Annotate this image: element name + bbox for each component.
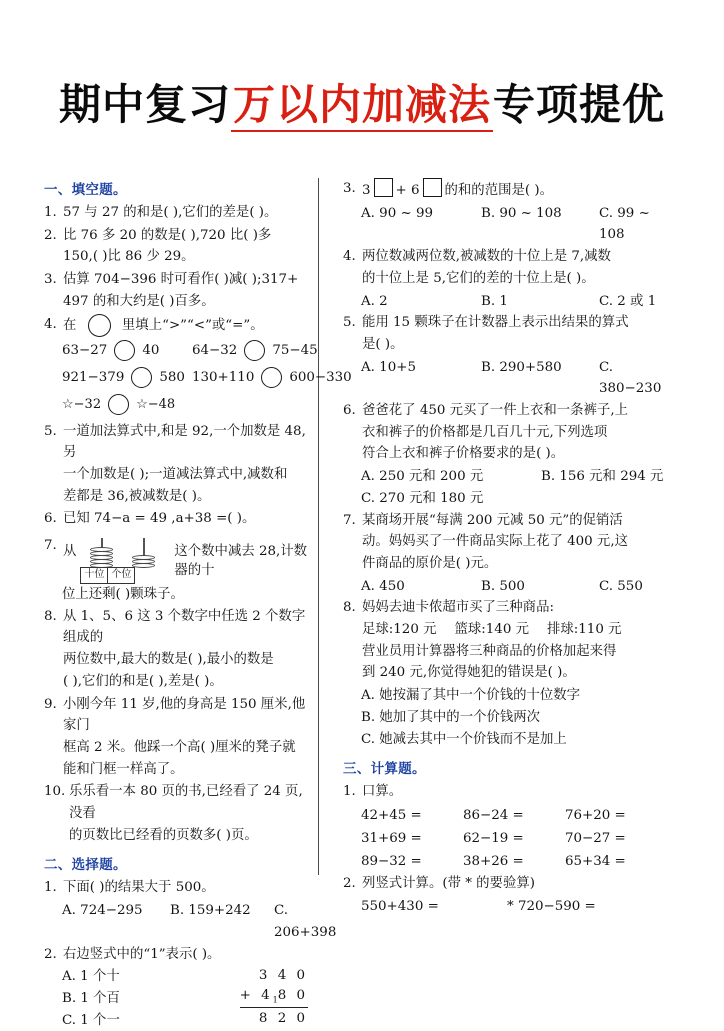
option-c[interactable]: C. 206+398 — [274, 903, 337, 940]
question-line: 妈妈去迪卡侬超市买了三种商品: — [362, 600, 554, 616]
comparison-pair — [62, 367, 192, 388]
question-line: 估算 704−396 时可看作( )减( );317+ — [63, 272, 299, 288]
question-number: 4. — [343, 249, 356, 265]
abacus-bead — [132, 563, 155, 568]
stem-part-b: + 6 — [395, 183, 420, 198]
comparison-row — [44, 367, 352, 388]
question-choice-2-block — [44, 944, 314, 1031]
question-number: 2. — [44, 227, 57, 243]
option-b[interactable]: B. 1 个百 — [62, 990, 120, 1006]
comparison-circle-blank[interactable] — [244, 340, 265, 361]
question-fill-9 — [44, 694, 314, 781]
vertical-addend-1: 3 4 0 — [258, 967, 308, 983]
question-text: 列竖式计算。(带 * 的要验算) — [362, 876, 535, 892]
question-number: 10. — [44, 784, 66, 800]
left-column — [0, 178, 352, 1028]
question-fill-6 — [44, 508, 314, 530]
question-text: 57 与 27 的和是( ),它们的差是( )。 — [63, 205, 278, 220]
comparison-right: 75−45 — [272, 342, 318, 358]
question-line: 件商品的原价是( )元。 — [362, 555, 498, 571]
option-b[interactable]: B. 1 — [481, 293, 508, 309]
question-stem — [63, 314, 314, 337]
option-c[interactable]: C. 270 元和 180 元 — [361, 490, 484, 506]
comparison-circle-blank[interactable] — [88, 314, 111, 337]
option-c[interactable]: C. 她减去其中一个价钱而不是加上 — [361, 731, 567, 747]
options-choice-6-row2 — [343, 488, 667, 510]
question-line: 框高 2 米。他踩一个高( )厘米的凳子就 — [63, 739, 296, 755]
options-choice-7 — [343, 576, 667, 598]
question-line: 符合上衣和裤子价格要求的是( )。 — [362, 446, 565, 462]
right-column — [337, 178, 689, 968]
option-a[interactable]: A. 724−295 — [62, 903, 143, 919]
question-line: 一道加法算式中,和是 92,一个加数是 48,另 — [63, 423, 306, 461]
question-text — [362, 246, 667, 289]
abacus-label-tens: 十位 — [81, 568, 108, 583]
question-text — [63, 225, 314, 268]
comparison-right: 600−330 — [289, 369, 352, 385]
question-text — [63, 606, 314, 693]
question-text: 下面( )的结果大于 500。 — [63, 880, 215, 896]
option-a[interactable]: A. 90 ~ 99 — [361, 205, 433, 221]
title-highlight: 万以内加减法 — [231, 80, 493, 132]
option-c[interactable]: C. 550 — [599, 578, 643, 594]
question-fill-5 — [44, 421, 314, 508]
price-basketball: 篮球:140 元 — [454, 622, 529, 638]
mental-math-grid — [343, 804, 667, 873]
question-choice-1 — [44, 877, 314, 899]
question-choice-8 — [343, 597, 667, 684]
question-tail: 这个数中减去 28,计数器的十 — [174, 544, 308, 579]
question-text — [362, 178, 667, 202]
question-text — [63, 314, 314, 337]
question-fill-4 — [44, 314, 314, 337]
comparison-rows — [44, 340, 352, 415]
calc-item[interactable]: 31+69 = — [361, 831, 422, 847]
calc-item[interactable]: 62−19 = — [462, 831, 524, 847]
vertical-addition-diagram — [240, 966, 308, 1030]
comparison-right: 40 — [142, 342, 160, 358]
option-b[interactable]: B. 她加了其中的一个价钱两次 — [361, 709, 541, 725]
question-text: 已知 74−a = 49 ,a+38 =( )。 — [63, 511, 256, 527]
option-a[interactable]: A. 10+5 — [361, 359, 416, 375]
carry-digit: 1 — [272, 995, 278, 1005]
question-line: 两位数中,最大的数是( ),最小的数是 — [63, 652, 274, 668]
option-a[interactable]: A. 2 — [361, 293, 388, 309]
options-choice-1 — [44, 900, 337, 943]
calc-item[interactable]: 70−27 = — [564, 831, 626, 847]
question-fill-7-line2: 位上还剩( )颗珠子。 — [62, 587, 184, 603]
question-line: 是( )。 — [362, 336, 404, 352]
option-a[interactable]: A. 她按漏了其中一个价钱的十位数字 — [361, 688, 581, 704]
question-number: 6. — [343, 403, 356, 419]
question-choice-5 — [343, 312, 667, 355]
question-line: 两位数减两位数,被减数的十位上是 7,减数 — [362, 249, 611, 265]
vertical-addition — [240, 966, 308, 1030]
abacus-counter-icon — [80, 538, 168, 584]
option-b[interactable]: B. 500 — [481, 578, 525, 594]
comparison-row — [44, 394, 314, 415]
option-b[interactable]: B. 90 ~ 108 — [481, 205, 562, 221]
question-fill-7 — [44, 538, 314, 584]
question-line: 比 76 多 20 的数是( ),720 比( )多 — [63, 227, 272, 243]
comparison-left: 921−379 — [62, 369, 125, 385]
calc-item[interactable]: 76+20 = — [564, 807, 626, 823]
question-line: 动。妈妈买了一件商品实际上花了 400 元,这 — [362, 534, 628, 550]
question-choice-4 — [343, 246, 667, 289]
stem-prefix: 在 — [63, 317, 77, 333]
section-header-fill-in — [44, 178, 314, 198]
options-choice-3 — [343, 203, 667, 246]
comparison-pair — [62, 340, 192, 361]
stem-part-c: 的和的范围是( )。 — [444, 183, 553, 198]
question-line: 的页数比已经看的页数多( )页。 — [69, 827, 258, 843]
question-choice-6 — [343, 400, 667, 465]
comparison-left: 64−32 — [192, 342, 238, 358]
question-text — [69, 781, 314, 846]
square-blank[interactable] — [374, 178, 393, 197]
question-line: 从 1、5、6 这 3 个数字中任选 2 个数字组成的 — [63, 608, 306, 646]
question-calc-1 — [343, 781, 667, 803]
question-choice-7 — [343, 510, 667, 575]
option-b[interactable]: B. 159+242 — [170, 903, 251, 919]
calc-item[interactable]: 550+430 = — [361, 898, 439, 914]
title-suffix: 专项提优 — [493, 80, 666, 129]
section-label-choice: 二、选择题 — [44, 857, 113, 874]
option-b[interactable]: B. 156 元和 294 元 — [541, 469, 664, 485]
question-number: 7. — [44, 538, 57, 554]
question-line: 爸爸花了 450 元买了一件上衣和一条裤子,上 — [362, 403, 628, 419]
option-c[interactable]: C. 1 个一 — [62, 1012, 120, 1028]
question-fill-8 — [44, 606, 314, 693]
question-number: 8. — [44, 608, 57, 624]
stem-part-a: 3 — [362, 183, 371, 198]
question-number: 1. — [44, 205, 57, 220]
question-number: 5. — [343, 315, 356, 331]
question-text — [362, 510, 667, 575]
price-list — [362, 619, 667, 641]
question-text — [63, 269, 314, 312]
question-text — [63, 694, 314, 781]
question-number: 1. — [44, 880, 57, 896]
question-number: 3. — [44, 272, 57, 288]
option-a[interactable]: A. 450 — [361, 578, 405, 594]
comparison-circle-blank[interactable] — [131, 367, 152, 388]
options-choice-5 — [343, 357, 667, 400]
question-number: 9. — [44, 696, 57, 712]
options-choice-6-row1 — [343, 466, 667, 488]
question-text — [63, 421, 314, 508]
section-label-fill-in: 一、填空题 — [44, 182, 113, 198]
calc-item[interactable]: 65+34 = — [564, 854, 626, 870]
question-fill-10 — [44, 781, 314, 846]
question-number: 7. — [343, 512, 356, 528]
question-text: 口算。 — [362, 784, 403, 800]
question-text: 右边竖式中的“1”表示( )。 — [63, 946, 221, 962]
column-divider — [318, 178, 319, 875]
stem-suffix: 里填上“>”“<”或“=”。 — [121, 317, 264, 333]
question-number: 2. — [44, 946, 57, 962]
question-stem: 从 — [63, 544, 77, 560]
option-c[interactable]: C. 380−230 — [599, 359, 662, 397]
comparison-pair — [62, 394, 192, 415]
question-choice-3 — [343, 178, 667, 202]
question-number: 5. — [44, 423, 57, 439]
calc-item[interactable]: 38+26 = — [462, 854, 524, 870]
comparison-circle-blank[interactable] — [261, 367, 282, 388]
options-choice-8 — [343, 685, 667, 750]
comparison-circle-blank[interactable] — [114, 340, 135, 361]
section-period: 。 — [113, 182, 127, 198]
calc-item[interactable]: 86−24 = — [462, 807, 524, 823]
abacus-beads-tens — [90, 548, 113, 568]
comparison-circle-blank[interactable] — [108, 394, 129, 415]
question-fill-3 — [44, 269, 314, 312]
calc-item[interactable]: * 720−590 = — [507, 898, 596, 914]
comparison-left: ☆−32 — [62, 396, 102, 412]
comparison-row — [44, 340, 318, 361]
question-text — [362, 312, 667, 355]
page-title — [0, 0, 724, 129]
calc-item[interactable]: 89−32 = — [361, 854, 422, 870]
vertical-calc-items — [343, 896, 667, 919]
question-fill-2 — [44, 225, 314, 268]
question-number: 3. — [343, 181, 356, 196]
price-volleyball: 排球:110 元 — [547, 622, 622, 638]
comparison-pair — [192, 367, 352, 388]
comparison-pair — [192, 340, 318, 361]
option-b[interactable]: B. 290+580 — [481, 359, 562, 375]
section-header-calc — [343, 757, 667, 777]
title-prefix: 期中复习 — [58, 80, 231, 129]
option-c[interactable]: C. 99 ~ 108 — [599, 205, 650, 243]
question-text — [362, 400, 667, 465]
question-line: 乐乐看一本 80 页的书,已经看了 24 页,没看 — [69, 784, 303, 822]
calc-item[interactable]: 42+45 = — [361, 807, 422, 823]
question-line: 某商场开展“每满 200 元减 50 元”的促销活 — [362, 512, 623, 528]
question-number: 6. — [44, 511, 57, 527]
option-c[interactable]: C. 2 或 1 — [599, 293, 657, 309]
question-choice-2 — [44, 944, 314, 966]
vertical-sum: 8 2 0 — [240, 1007, 308, 1029]
question-line: ( ),它们的和是( ),差是( )。 — [63, 673, 223, 689]
comparison-left: 63−27 — [62, 342, 108, 358]
section-header-choice — [44, 853, 314, 873]
section-period: 。 — [412, 761, 426, 778]
question-line: 能和门框一样高了。 — [63, 761, 184, 777]
question-line: 的十位上是 5,它们的差的十位上是( )。 — [362, 270, 595, 286]
question-text — [362, 597, 667, 684]
addend-prefix: + 4 — [239, 987, 273, 1003]
question-number: 2. — [343, 876, 356, 892]
abacus-label-ones: 个位 — [111, 569, 132, 581]
question-line: 一个加数是( );一道减法算式中,减数和 — [63, 466, 288, 482]
question-line: 150,( )比 86 少 29。 — [63, 249, 195, 265]
square-blank[interactable] — [423, 178, 442, 197]
addend-suffix: 8 0 — [277, 987, 308, 1003]
options-choice-4 — [343, 291, 667, 313]
vertical-addend-2 — [240, 986, 308, 1007]
question-line: 差都是 36,被减数是( )。 — [63, 488, 211, 504]
comparison-right: 580 — [159, 369, 185, 385]
question-line: 衣和裤子的价格都是几百几十元,下列选项 — [362, 424, 608, 440]
section-label-calc: 三、计算题 — [343, 761, 412, 778]
section-period: 。 — [113, 857, 127, 874]
question-line: 营业员用计算器将三种商品的价格加起来得 — [362, 643, 617, 659]
comparison-left: 130+110 — [192, 369, 255, 385]
comparison-right: ☆−48 — [136, 396, 176, 412]
question-fill-1 — [44, 202, 314, 224]
worksheet-columns — [0, 178, 724, 1028]
option-a[interactable]: A. 250 元和 200 元 — [361, 469, 484, 485]
question-line: 到 240 元,你觉得她犯的错误是( )。 — [362, 665, 576, 681]
abacus-beads-ones — [132, 556, 155, 568]
question-number: 8. — [343, 600, 356, 616]
question-line: 小刚今年 11 岁,他的身高是 150 厘米,他家门 — [63, 696, 306, 734]
abacus-place-labels — [80, 567, 135, 584]
question-number: 4. — [44, 316, 57, 332]
question-calc-2 — [343, 873, 667, 895]
question-number: 1. — [343, 784, 356, 800]
option-a[interactable]: A. 1 个十 — [62, 969, 120, 985]
question-line: 497 的和大约是( )百多。 — [63, 293, 215, 309]
price-football: 足球:120 元 — [362, 622, 437, 638]
question-line: 能用 15 颗珠子在计数器上表示出结果的算式 — [362, 315, 629, 331]
